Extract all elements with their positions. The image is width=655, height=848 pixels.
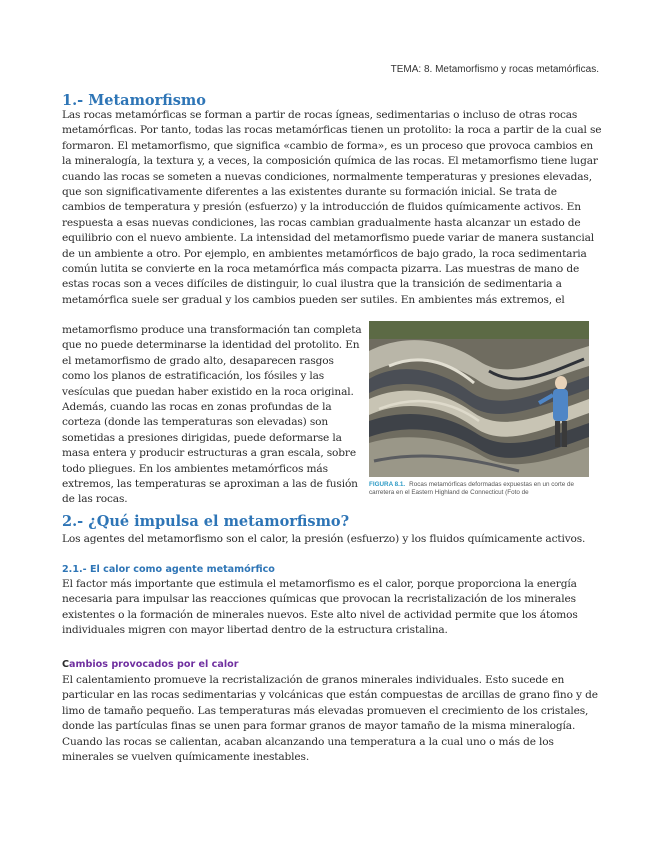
- section-2-intro: Los agentes del metamorfismo son el calor, la presión (esfuerzo) y los fluidos químicamente activos.: [62, 533, 586, 545]
- section-1-title: 1.- Metamorfismo: [62, 92, 206, 109]
- subsection-heat-changes-title: [62, 659, 238, 670]
- subsection-2-1-paragraph: El factor más importante que estimula el metamorfismo es el calor, porque proporciona la energía necesaria para impulsar las reacciones químicas que provocan la recristalización de los minerales existentes o la formación de minerales nuevos. Este alto nivel de actividad permite que los átomos individuales migren con mayor libertad dentro de la estructura cristalina.: [62, 578, 578, 637]
- subsection-heat-changes-paragraph: El calentamiento promueve la recristalización de granos minerales individuales. Esto sucede en particular en las rocas sedimentarias y volcánicas que están compuestas de arcillas de grano fino y de limo de tamaño pequeño. Las temperaturas más elevadas promueven el crecimiento de los cristales, donde las partículas finas se unen para formar granos de mayor tamaño de la misma mineralogía. Cuando las rocas se calientan, acaban alcanzando una temperatura a la cual uno o más de los minerales se vuelven químicamente inestables.: [62, 674, 598, 764]
- title-rest: ambios provocados por el calor: [69, 659, 239, 670]
- topic-header: TEMA: 8. Metamorfismo y rocas metamórficas.: [390, 64, 599, 75]
- figure-label: FIGURA 8.1.: [369, 481, 406, 488]
- subsection-2-1-title: 2.1.- El calor como agente metamórfico: [62, 564, 275, 575]
- folded-rock-photo: [369, 321, 589, 477]
- figure-caption-text: Rocas metamórficas deformadas expuestas en un corte de carretera en el Eastern Highland de Connecticut (Foto de: [369, 481, 575, 496]
- section-2-title: 2.- ¿Qué impulsa el metamorfismo?: [62, 513, 350, 530]
- figure-caption: [369, 481, 599, 497]
- section-1-paragraph: Las rocas metamórficas se forman a partir de rocas ígneas, sedimentarias o incluso de otras rocas metamórficas. Por tanto, todas las rocas metamórficas tienen un protolito: la roca a partir de la cual se formaron. El metamorfismo, que significa «cambio de forma», es un proceso que provoca cambios en la mineralogía, la textura y, a veces, la composición química de las rocas. El metamorfismo tiene lugar cuando las rocas se someten a nuevas condiciones, normalmente temperaturas y presiones elevadas, que son significativamente diferentes a las existentes durante su formación inicial. Se trata de cambios de temperatura y presión (esfuerzo) y la introducción de fluidos químicamente activos. En respuesta a esas nuevas condiciones, las rocas cambian gradualmente hasta alcanzar un estado de equilibrio con el nuevo ambiente. La intensidad del metamorfismo puede variar de manera sustancial de un ambiente a otro. Por ejemplo, en ambientes metamórficos de bajo grado, la roca sedimentaria común lutita se convierte en la roca metamórfica más compacta pizarra. Las muestras de mano de estas rocas son a veces difíciles de distinguir, lo cual ilustra que la transición de sedimentaria a metamórfica suele ser gradual y los cambios pueden ser sutiles. En ambientes más extremos, el: [62, 109, 602, 306]
- figure-8-1: [369, 321, 589, 496]
- title-initial: C: [62, 659, 70, 670]
- section-1-paragraph-wrapped: metamorfismo produce una transformación tan completa que no puede determinarse la identidad del protolito. En el metamorfismo de grado alto, desaparecen rasgos como los planos de estratificación, los fósiles y las vesículas que puedan haber existido en la roca original. Además, cuando las rocas en zonas profundas de la corteza (donde las temperaturas son elevadas) son sometidas a presiones dirigidas, puede deformarse la masa entera y producir estructuras a gran escala, sobre todo pliegues. En los ambientes metamórficos más extremos, las temperaturas se aproximan a las de fusión de las rocas.: [62, 324, 362, 506]
